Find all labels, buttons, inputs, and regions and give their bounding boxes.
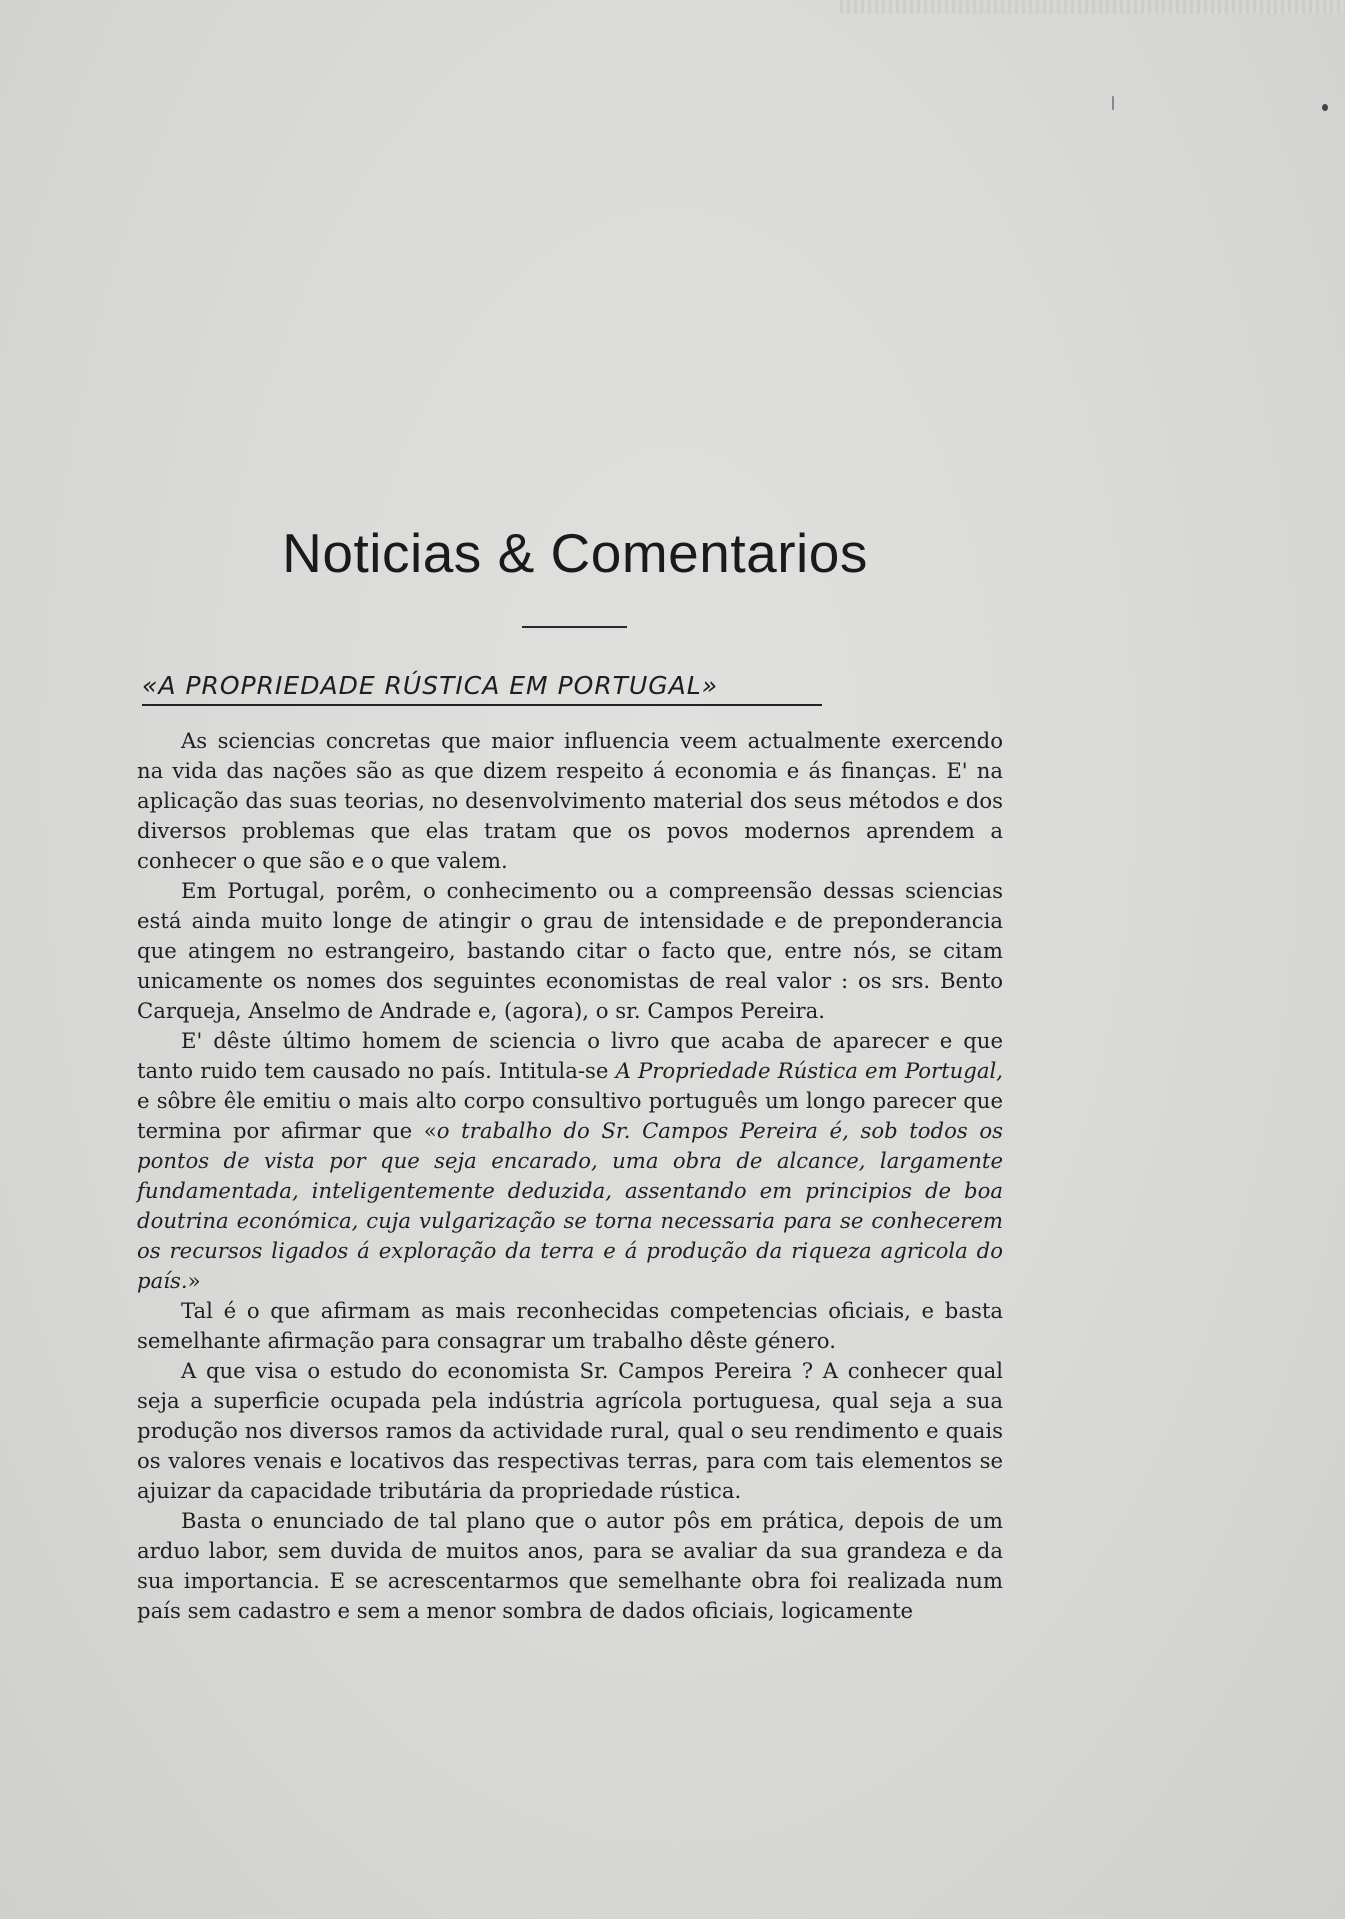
paragraph (137, 1296, 1003, 1356)
heading-underline (142, 704, 822, 706)
quotation: o trabalho do Sr. Campos Pereira é, sob todos os pontos de vista por que seja encarado, uma obra de alcance, largamente fundamentada, inteligentemente deduzida, assentando em principios de boa doutrina económica, cuja vulgarização se torna necessaria para se conhecerem os recursos ligados á exploração da terra e á produção da riqueza agricola do país. (137, 1118, 1003, 1293)
paragraph (137, 726, 1003, 876)
article-heading: «A PROPRIEDADE RÚSTICA EM PORTUGAL» (142, 671, 719, 700)
paragraph (137, 1026, 1003, 1296)
ink-speck (1322, 104, 1328, 111)
paragraph-text: A que visa o estudo do economista Sr. Campos Pereira ? A conhecer qual seja a superficie ocupada pela indústria agrícola portuguesa, qual seja a sua produção nos diversos ramos da actividade rural, qual o seu rendimento e quais os valores venais e locativos das respectivas terras, para com tais elementos se ajuizar da capacidade tributária da propriedade rústica. (137, 1358, 1003, 1503)
paragraph-text: Em Portugal, porêm, o conhecimento ou a compreensão dessas sciencias está ainda muito longe de atingir o grau de intensidade e de preponderancia que atingem no estrangeiro, bastando citar o facto que, entre nós, se citam unicamente os nomes dos seguintes economistas de real valor : os srs. Bento Carqueja, Anselmo de Andrade e, (agora), o sr. Campos Pereira. (137, 878, 1003, 1023)
paragraph (137, 876, 1003, 1026)
paragraph (137, 1356, 1003, 1506)
ink-speck (1112, 96, 1114, 110)
page-top-edge (840, 0, 1345, 14)
paragraph-text: Tal é o que afirmam as mais reconhecidas competencias oficiais, e basta semelhante afirmação para consagrar um trabalho dêste género. (137, 1298, 1003, 1353)
paragraph-text: e sôbre êle emitiu o mais alto corpo consultivo português um longo parecer que termina por afirmar que « (137, 1088, 1003, 1143)
page-title: Noticias & Comentarios (282, 522, 868, 584)
paragraph-text: » (187, 1268, 201, 1293)
paragraph-text: E' dêste último homem de sciencia o livro que acaba de aparecer e que tanto ruido tem causado no país. Intitula-se (137, 1028, 1003, 1083)
paragraph (137, 1506, 1003, 1626)
book-title: A Propriedade Rústica em Portugal, (615, 1058, 1003, 1083)
paragraph-text: As sciencias concretas que maior influencia veem actualmente exercendo na vida das nações são as que dizem respeito á economia e ás finanças. E' na aplicação das suas teorias, no desenvolvimento material dos seus métodos e dos diversos problemas que elas tratam que os povos modernos aprendem a conhecer o que são e o que valem. (137, 728, 1003, 873)
title-divider (522, 626, 627, 628)
article-body (137, 726, 1003, 1626)
paragraph-text: Basta o enunciado de tal plano que o autor pôs em prática, depois de um arduo labor, sem duvida de muitos anos, para se avaliar da sua grandeza e da sua importancia. E se acrescentarmos que semelhante obra foi realizada num país sem cadastro e sem a menor sombra de dados oficiais, logicamente (137, 1508, 1003, 1623)
